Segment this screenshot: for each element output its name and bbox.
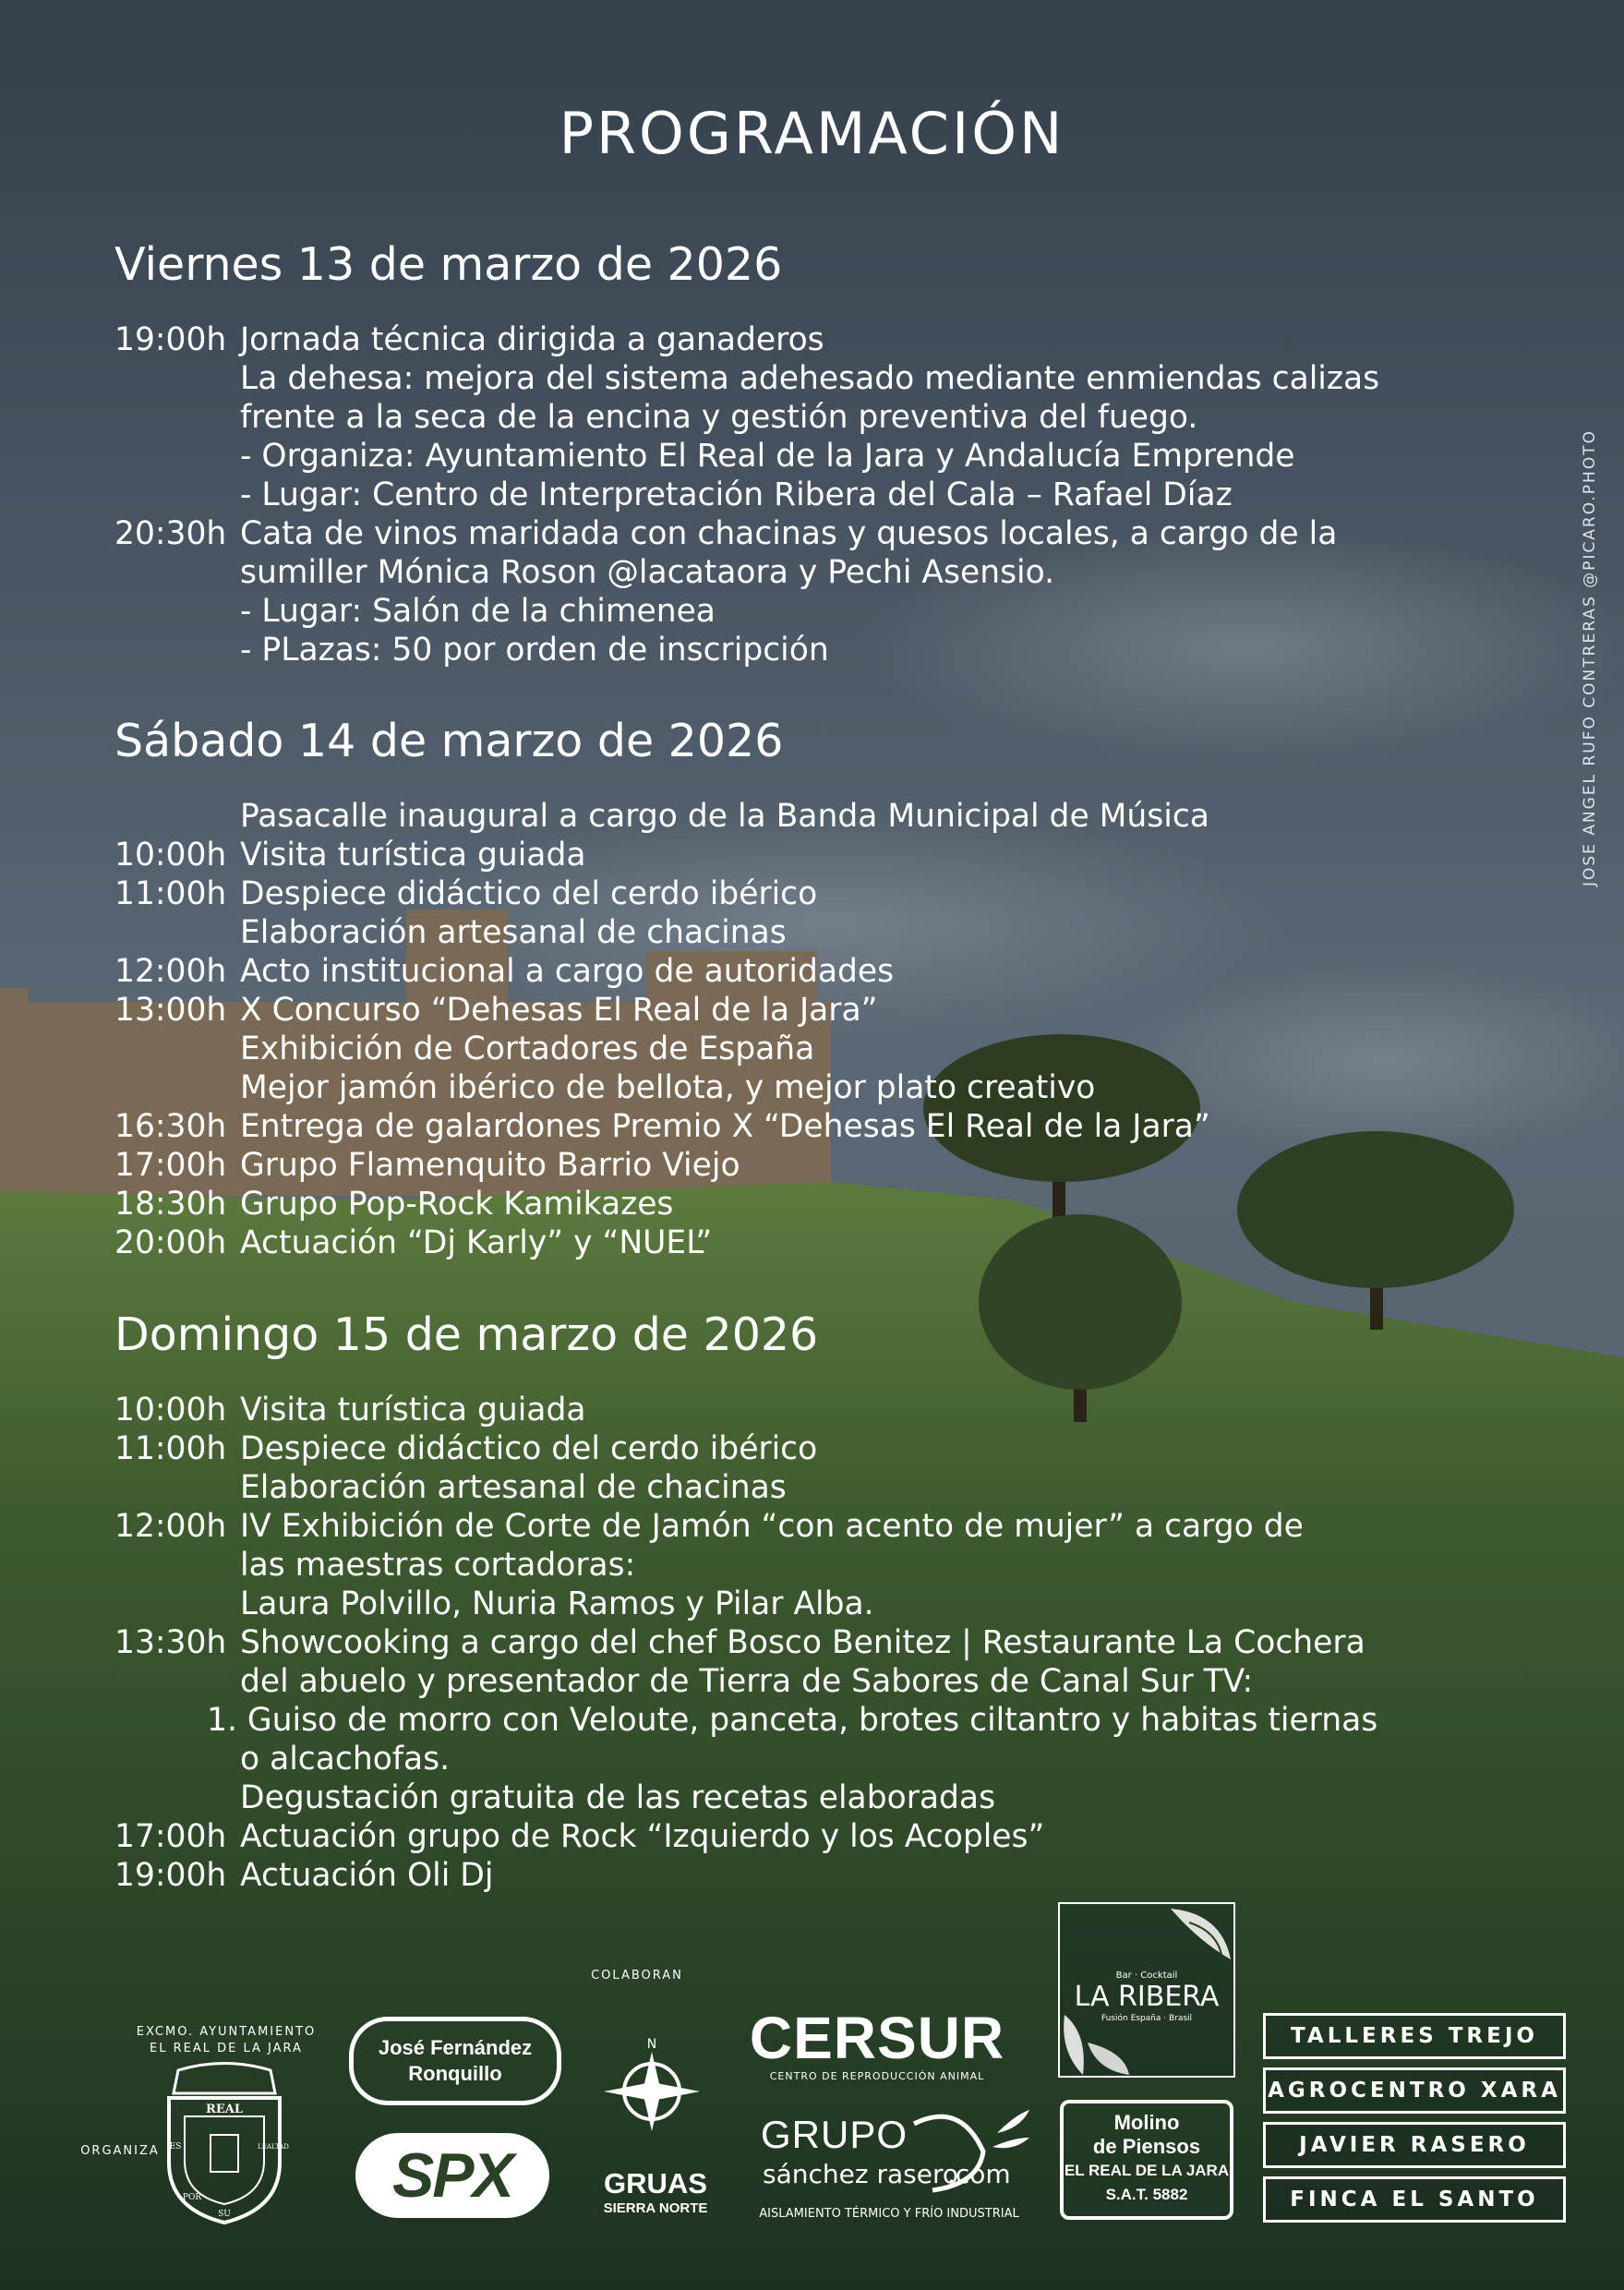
- event-text: Despiece didáctico del cerdo ibérico: [240, 875, 818, 912]
- jose-fernandez-line1: José Fernández: [378, 2036, 533, 2059]
- event-text: sumiller Mónica Roson @lacataora y Pechi Asensio.: [240, 554, 1055, 591]
- la-ribera-small: Bar · Cocktail: [1115, 1971, 1178, 1981]
- schedule-saturday: [114, 797, 1536, 1262]
- event-text: Grupo Flamenquito Barrio Viejo: [240, 1147, 740, 1184]
- schedule-row: [114, 952, 1536, 991]
- event-text: Degustación gratuita de las recetas elaboradas: [240, 1779, 996, 1816]
- event-time: 13:00h: [114, 992, 227, 1029]
- schedule-row: [114, 1623, 1536, 1662]
- schedule-row: [114, 1185, 1536, 1223]
- event-text: La dehesa: mejora del sistema adehesado mediante enmiendas calizas: [240, 360, 1380, 397]
- schedule-row: [114, 1778, 1536, 1817]
- ayuntamiento-seal: [155, 2061, 294, 2227]
- event-time: 10:00h: [114, 837, 227, 874]
- schedule-row: [114, 476, 1536, 514]
- schedule-row: [114, 797, 1536, 836]
- colaboran-label: COLABORAN: [591, 1969, 683, 1983]
- schedule-row: [114, 1146, 1536, 1185]
- ayuntamiento-line1: EXCMO. AYUNTAMIENTO: [136, 2025, 317, 2039]
- event-text: Elaboración artesanal de chacinas: [240, 914, 787, 951]
- day-heading-sunday: Domingo 15 de marzo de 2026: [114, 1308, 819, 1361]
- event-text: Despiece didáctico del cerdo ibérico: [240, 1430, 818, 1467]
- schedule-row: [114, 553, 1536, 592]
- schedule-row: [114, 1585, 1536, 1623]
- schedule-row: [114, 991, 1536, 1030]
- event-text: IV Exhibición de Corte de Jamón “con acento de mujer” a cargo de: [240, 1508, 1304, 1545]
- event-text: Actuación Oli Dj: [240, 1857, 494, 1894]
- schedule-row: [114, 398, 1536, 437]
- event-time: 20:00h: [114, 1224, 227, 1261]
- schedule-row: [114, 631, 1536, 669]
- gruas-line2: SIERRA NORTE: [603, 2200, 708, 2216]
- schedule-row: [114, 320, 1536, 359]
- cersur-subtitle: CENTRO DE REPRODUCCIÓN ANIMAL: [769, 2070, 985, 2082]
- sponsor-box-finca-el-santo: FINCA EL SANTO: [1263, 2176, 1566, 2223]
- event-text: Entrega de galardones Premio X “Dehesas El Real de la Jara”: [240, 1108, 1210, 1145]
- molino-line1: Molino: [1113, 2111, 1180, 2134]
- event-time: 12:00h: [114, 1508, 227, 1545]
- spx-logo: SPX: [355, 2133, 549, 2218]
- event-text: Pasacalle inaugural a cargo de la Banda Municipal de Música: [240, 798, 1209, 835]
- jose-fernandez-line2: Ronquillo: [408, 2062, 502, 2085]
- molino-piensos-logo: [1060, 2100, 1233, 2220]
- event-text: - PLazas: 50 por orden de inscripción: [240, 632, 829, 669]
- la-ribera-name: LA RIBERA: [1074, 1981, 1220, 2013]
- ayuntamiento-name: [120, 2024, 332, 2057]
- event-text: X Concurso “Dehesas El Real de la Jara”: [240, 992, 878, 1029]
- event-time: 19:00h: [114, 321, 227, 358]
- ayuntamiento-line2: EL REAL DE LA JARA: [150, 2042, 303, 2055]
- schedule-row: [114, 514, 1536, 553]
- cersur-logo: [739, 2006, 1016, 2082]
- seal-right-text: LEALTAD: [258, 2143, 289, 2151]
- sponsor-box-talleres-trejo: TALLERES TREJO: [1263, 2013, 1566, 2059]
- la-ribera-subtitle: Fusión España · Brasil: [1101, 2014, 1193, 2023]
- event-text: Exhibición de Cortadores de España: [240, 1030, 815, 1067]
- schedule-row: [114, 437, 1536, 476]
- event-text: - Organiza: Ayuntamiento El Real de la Jara y Andalucía Emprende: [240, 438, 1295, 475]
- schedule-row: [114, 1817, 1536, 1856]
- schedule-row: [114, 1223, 1536, 1262]
- schedule-row: [114, 1468, 1536, 1507]
- event-text: del abuelo y presentador de Tierra de Sabores de Canal Sur TV:: [240, 1663, 1254, 1700]
- compass-icon: [578, 2031, 726, 2151]
- event-time: 20:30h: [114, 515, 227, 552]
- seal-top-text: REAL: [206, 2103, 243, 2116]
- event-time: 12:00h: [114, 953, 227, 990]
- day-heading-saturday: Sábado 14 de marzo de 2026: [114, 715, 784, 767]
- grupo-sanchez-rasero-logo: [757, 2105, 1034, 2207]
- schedule-row: [114, 1391, 1536, 1429]
- event-text: Visita turística guiada: [240, 1392, 586, 1428]
- schedule-row: [114, 1740, 1536, 1778]
- event-text: Mejor jamón ibérico de bellota, y mejor plato creativo: [240, 1069, 1096, 1106]
- molino-line2: de Piensos: [1092, 2135, 1201, 2158]
- cersur-name: CERSUR: [749, 2005, 1005, 2071]
- event-text: frente a la seca de la encina y gestión preventiva del fuego.: [240, 399, 1198, 436]
- schedule-row: [114, 1068, 1536, 1107]
- gruas-line1: GRUAS: [604, 2167, 707, 2200]
- schedule-row: [114, 1507, 1536, 1546]
- event-text: Showcooking a cargo del chef Bosco Benitez | Restaurante La Cochera: [240, 1624, 1365, 1661]
- grupo-line2: sánchez rasero: [763, 2159, 958, 2189]
- event-text: Grupo Pop-Rock Kamikazes: [240, 1186, 674, 1223]
- event-text: 1. Guiso de morro con Veloute, panceta, brotes ciltantro y habitas tiernas: [207, 1702, 1378, 1739]
- schedule-row: [114, 1030, 1536, 1068]
- event-text: Acto institucional a cargo de autoridades: [240, 953, 895, 990]
- compass-north-text: N: [646, 2037, 657, 2052]
- la-ribera-logo: [1058, 1902, 1235, 2078]
- schedule-row: [114, 1107, 1536, 1146]
- seal-bottom-left-text: POR: [182, 2193, 202, 2202]
- day-heading-friday: Viernes 13 de marzo de 2026: [114, 238, 783, 291]
- event-text: Actuación grupo de Rock “Izquierdo y los Acoples”: [240, 1818, 1045, 1855]
- molino-line3: EL REAL DE LA JARA: [1064, 2162, 1230, 2179]
- photo-credit: JOSE ANGEL RUFO CONTRERAS @PICARO.PHOTO: [1581, 429, 1599, 886]
- event-text: Elaboración artesanal de chacinas: [240, 1469, 787, 1506]
- event-text: Cata de vinos maridada con chacinas y quesos locales, a cargo de la: [240, 515, 1338, 552]
- page-title: PROGRAMACIÓN: [559, 100, 1065, 167]
- schedule-row: [114, 359, 1536, 398]
- grupo-line1: GRUPO: [761, 2113, 908, 2156]
- grupo-subtitle: AISLAMIENTO TÉRMICO Y FRÍO INDUSTRIAL: [759, 2207, 1019, 2221]
- event-text: Actuación “Dj Karly” y “NUEL”: [240, 1224, 713, 1261]
- event-text: las maestras cortadoras:: [240, 1547, 636, 1584]
- jose-fernandez-logo: [349, 2017, 561, 2105]
- event-time: 13:30h: [114, 1624, 227, 1661]
- schedule-row: [114, 1429, 1536, 1468]
- sponsor-box-agrocentro-xara: AGROCENTRO XARA: [1263, 2067, 1566, 2114]
- grupo-com: .com: [947, 2159, 1011, 2189]
- molino-line4: S.A.T. 5882: [1105, 2186, 1188, 2203]
- event-time: 10:00h: [114, 1392, 227, 1428]
- event-text: Jornada técnica dirigida a ganaderos: [240, 321, 824, 358]
- event-time: 18:30h: [114, 1186, 227, 1223]
- event-time: 11:00h: [114, 875, 227, 912]
- sponsor-box-javier-rasero: JAVIER RASERO: [1263, 2122, 1566, 2168]
- schedule-row: [114, 874, 1536, 913]
- event-text: o alcachofas.: [240, 1741, 451, 1778]
- event-time: 16:30h: [114, 1108, 227, 1145]
- schedule-row: [114, 1662, 1536, 1701]
- schedule-row: [114, 592, 1536, 631]
- leaf-icon: [896, 2105, 1034, 2198]
- event-time: 17:00h: [114, 1818, 227, 1855]
- gruas-logo: [572, 2168, 739, 2218]
- event-text: - Lugar: Salón de la chimenea: [240, 593, 716, 630]
- schedule-sunday: [114, 1391, 1536, 1895]
- event-text: Visita turística guiada: [240, 837, 586, 874]
- schedule-row: [114, 913, 1536, 952]
- event-text: - Lugar: Centro de Interpretación Ribera del Cala – Rafael Díaz: [240, 476, 1233, 513]
- seal-left-text: ES: [169, 2142, 182, 2151]
- schedule-row: [114, 1546, 1536, 1585]
- seal-bottom-text: SU: [218, 2210, 231, 2219]
- schedule-row: [114, 836, 1536, 874]
- schedule-row: [114, 1856, 1536, 1895]
- schedule-row: [114, 1701, 1536, 1740]
- schedule-friday: [114, 320, 1536, 669]
- organiza-label: ORGANIZA: [80, 2144, 160, 2158]
- event-text: Laura Polvillo, Nuria Ramos y Pilar Alba.: [240, 1585, 874, 1622]
- event-time: 19:00h: [114, 1857, 227, 1894]
- event-time: 11:00h: [114, 1430, 227, 1467]
- event-time: 17:00h: [114, 1147, 227, 1184]
